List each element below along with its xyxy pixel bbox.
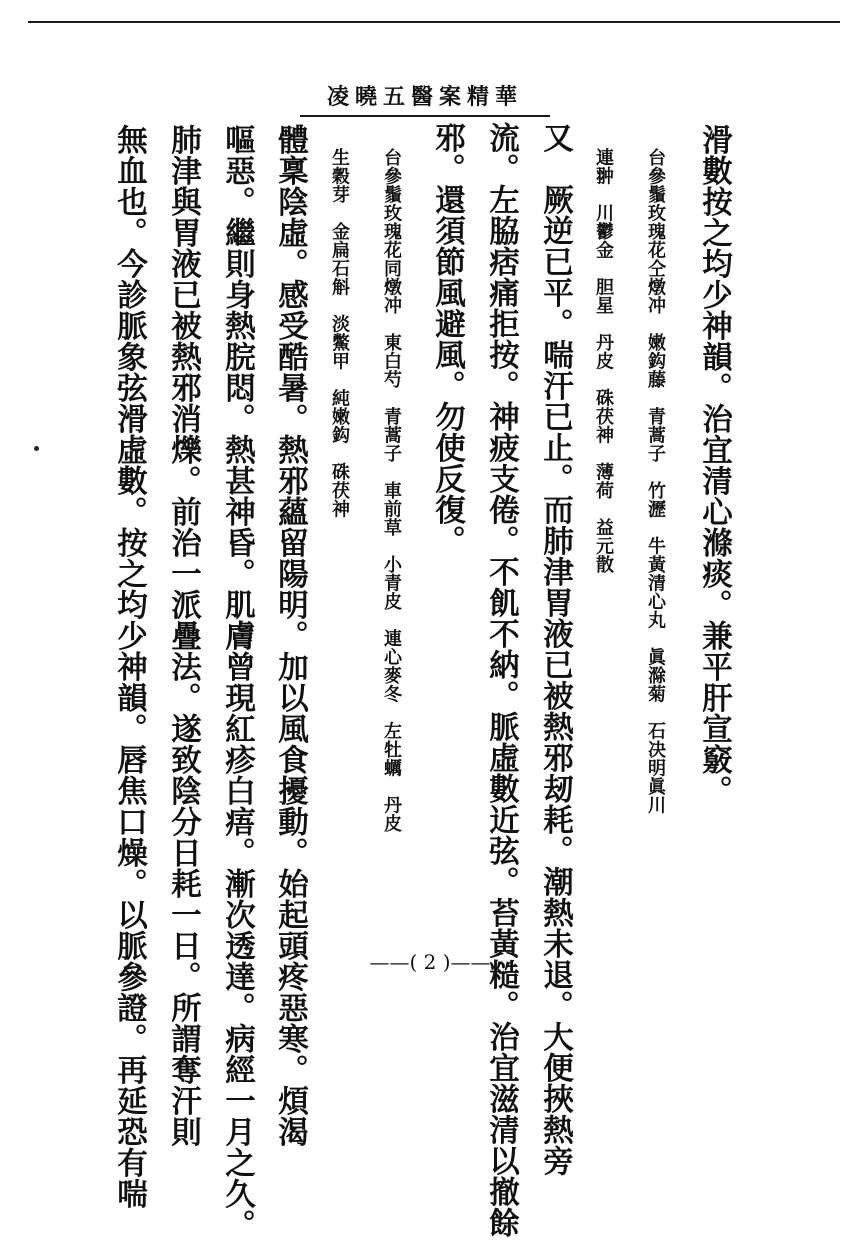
margin-speck bbox=[34, 446, 39, 451]
top-border-rule bbox=[28, 21, 840, 23]
prescription-column-3: 台參鬚玫瑰花同燉冲 東白芍 青蒿子 車前草 小青皮 連心麥冬 左牡蠣 丹皮 bbox=[381, 148, 402, 833]
text-column-6: 嘔惡。繼則身熱脘悶。熱甚神昏。肌膚曾現紅疹白痦。漸次透達。病經一月之久。 bbox=[219, 124, 256, 1240]
prescription-column-1: 台參鬚玫瑰花仝燉冲 嫩鈎藤 青蒿子 竹瀝 牛黃清心丸 眞滁菊 石决明眞川 bbox=[645, 148, 666, 814]
prescription-column-2: 連翀 川鬱金 胆星 丹皮 硃茯神 薄荷 益元散 bbox=[593, 148, 614, 574]
running-title-underline bbox=[300, 115, 550, 117]
prescription-column-4: 生穀芽 金扁石斛 淡鱉甲 純嫩鈎 硃茯神 bbox=[329, 148, 350, 518]
page-number: ——( 2 )—— bbox=[369, 950, 491, 974]
text-column-2: 又 厥逆已平。喘汗已止。而肺津胃液已被熱邪刼耗。潮熱未退。大便挾熱旁 bbox=[537, 122, 574, 1176]
text-column-5: 體稟陰虛。感受酷暑。熱邪蘊留陽明。加以風食擾動。始起頭疼惡寒。煩渴 bbox=[272, 124, 309, 1147]
text-column-3: 流。左脇痞痛拒按。神疲支倦。不飢不納。脈虛數近弦。苔黃糙。治宜滋清以撤餘 bbox=[483, 122, 520, 1238]
text-column-8: 無血也。今診脈象弦滑虛數。按之均少神韻。唇焦口燥。以脈參證。再延恐有喘 bbox=[111, 124, 148, 1209]
text-column-4: 邪。還須節風避風。勿使反復。 bbox=[429, 122, 466, 556]
text-column-1: 滑數按之均少神韻。治宜清心滌痰。兼平肝宣竅。 bbox=[696, 124, 733, 806]
running-title: 凌曉五醫案精華 bbox=[326, 84, 523, 110]
text-column-7: 肺津與胃液已被熱邪消爍。前治一派疊法。遂致陰分日耗一日。所謂奪汗則 bbox=[165, 124, 202, 1147]
